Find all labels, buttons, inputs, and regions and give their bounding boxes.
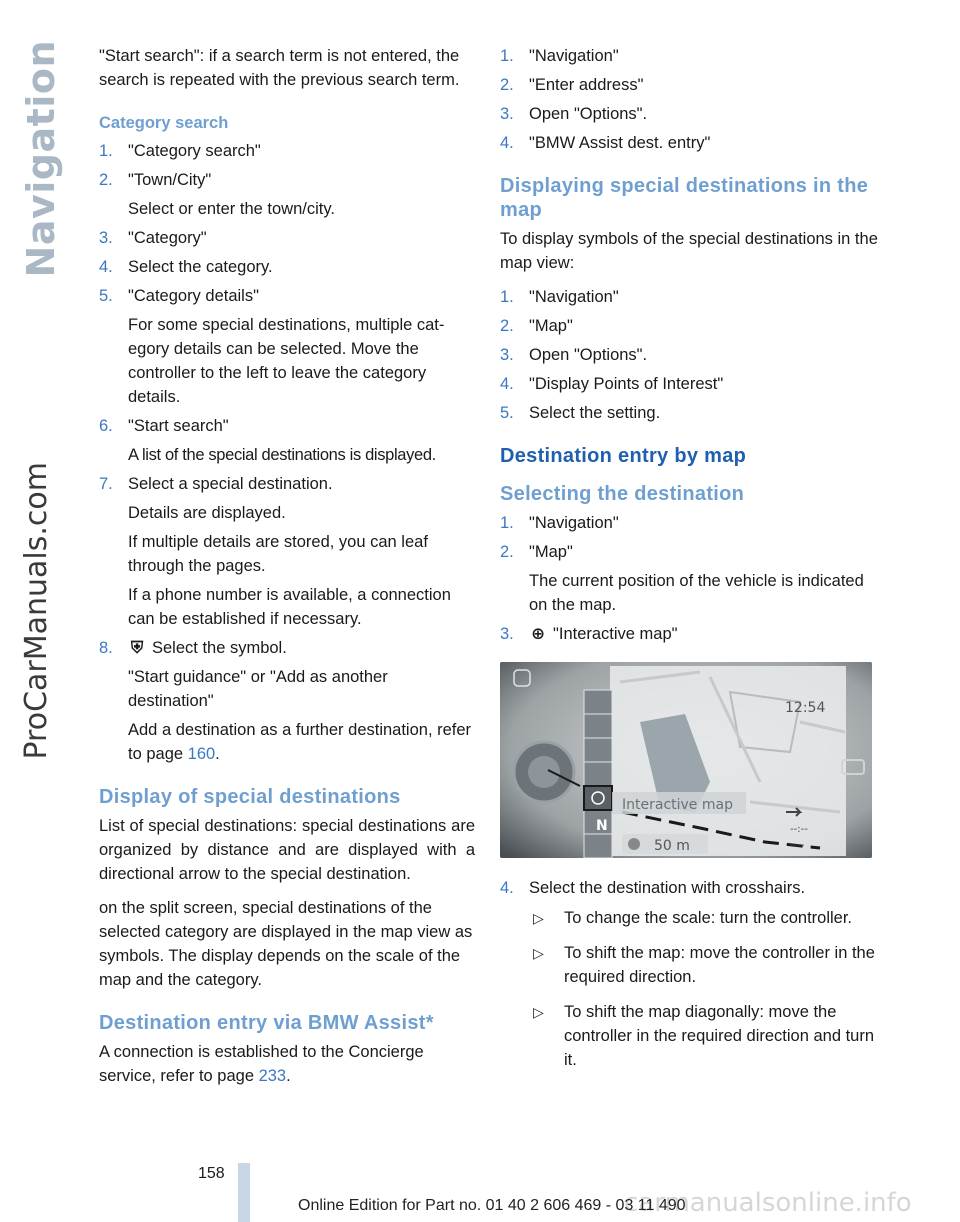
triangle-icon: ▷ (533, 910, 544, 926)
footer-bar (238, 1163, 250, 1222)
right-column (500, 44, 878, 1083)
list-item: 4. "Display Points of Interest" (500, 375, 724, 393)
list-item: 1. "Navigation" (500, 288, 619, 306)
list-item: 4. Select the destination with crosshairs. ▷ To change the scale: turn the controller. ▷ To shift the map: move the controller in the required direction. ▷ To shift the map diagonally: move the controller in the required direction and turn it. (500, 876, 878, 1072)
page-link[interactable]: 233 (258, 1067, 287, 1085)
list-item: 2. "Town/City" Select or enter the town/city. (99, 171, 335, 218)
list-item: 1. "Navigation" (500, 47, 619, 65)
bullet-item: ▷ To shift the map diagonally: move the controller in the required direction and turn it. (529, 1000, 878, 1072)
side-watermark: ProCarManuals.com (19, 462, 54, 760)
crosshair-icon: ⊕ (531, 625, 545, 643)
list-item: 2. "Map" The current position of the vehicle is indicated on the map. (500, 543, 864, 614)
entry-by-map-steps (500, 511, 878, 646)
list-item: 2. "Map" (500, 317, 573, 335)
category-search-steps (99, 139, 475, 766)
dest-flag-icon: ⛨ (130, 639, 144, 657)
triangle-icon: ▷ (533, 945, 544, 961)
list-item: 3. "Category" (99, 229, 207, 247)
list-item: 3. ⊕ "Interactive map" (500, 622, 878, 646)
bullet-list (529, 906, 878, 1072)
displaying-map-heading: Displaying special destinations in the map (500, 175, 869, 221)
step-4 (500, 876, 878, 1072)
map-dist: --:-- (790, 824, 808, 835)
bullet-item: ▷ To change the scale: turn the controller. (529, 906, 878, 930)
entry-by-map-heading: Destination entry by map (500, 445, 747, 467)
display-special-p1: List of special destinations: special destinations are organized by distance and are displayed with a directional arrow to the special destination. (99, 817, 475, 883)
map-label: Interactive map (622, 797, 733, 813)
list-item: 3. Open "Options". (500, 346, 648, 364)
bmw-assist-heading: Destination entry via BMW Assist* (99, 1012, 434, 1034)
site-watermark: carmanualsonline.info (624, 1188, 912, 1218)
selecting-destination-heading: Selecting the destination (500, 483, 745, 505)
map-dist2: ---- (790, 840, 805, 851)
assist-steps (500, 44, 878, 155)
list-item: 5. "Category details" For some special destinations, multiple category details can be selected. Move the controller to the left to leave the category details. (99, 287, 445, 406)
interactive-map-screenshot (500, 662, 872, 858)
list-item: 6. "Start search" A list of the special destinations is displayed. (99, 417, 436, 464)
display-special-heading: Display of special destinations (99, 786, 401, 808)
map-time: 12:54 (785, 700, 826, 716)
list-item: 1. "Category search" (99, 142, 261, 160)
list-item: 5. Select the setting. (500, 404, 661, 422)
map-north: N (596, 818, 608, 834)
intro-paragraph: "Start search": if a search term is not entered, the search is repeated with the previous search term. (99, 47, 460, 89)
displaying-map-intro: To display symbols of the special destinations in the map view: (500, 230, 878, 272)
page-link[interactable]: 160 (187, 745, 216, 763)
bmw-assist-paragraph: A connection is established to the Concierge service, refer to page 233. (99, 1043, 424, 1085)
bullet-item: ▷ To shift the map: move the controller in the required direction. (529, 941, 878, 989)
list-item: 8. ⛨ Select the symbol. "Start guidance" or "Add as another destination" Add a destination as a further destination, refer to page 160. (99, 636, 475, 766)
list-item: 1. "Navigation" (500, 514, 619, 532)
list-item: 7. Select a special destination. Details are displayed. If multiple details are stored, you can leaf through the pages. If a phone number is available, a connection can be established if necessary. (99, 475, 451, 628)
list-item: 4. Select the category. (99, 258, 273, 276)
map-scale: 50 m (654, 838, 690, 854)
chapter-tab: Navigation (19, 40, 63, 278)
category-search-heading: Category search (99, 114, 229, 132)
triangle-icon: ▷ (533, 1004, 544, 1020)
list-item: 4. "BMW Assist dest. entry" (500, 134, 711, 152)
edition-note: Online Edition for Part no. 01 40 2 606 469 - 03 11 490 (298, 1197, 686, 1214)
page-number: 158 (198, 1165, 225, 1182)
display-special-p2: on the split screen, special destinations of the selected category are displayed in the map view as symbols. The display depends on the scale of the map and the category. (99, 899, 473, 989)
left-column (99, 44, 475, 1098)
displaying-map-steps (500, 285, 878, 425)
list-item: 3. Open "Options". (500, 105, 648, 123)
list-item: 2. "Enter address" (500, 76, 644, 94)
